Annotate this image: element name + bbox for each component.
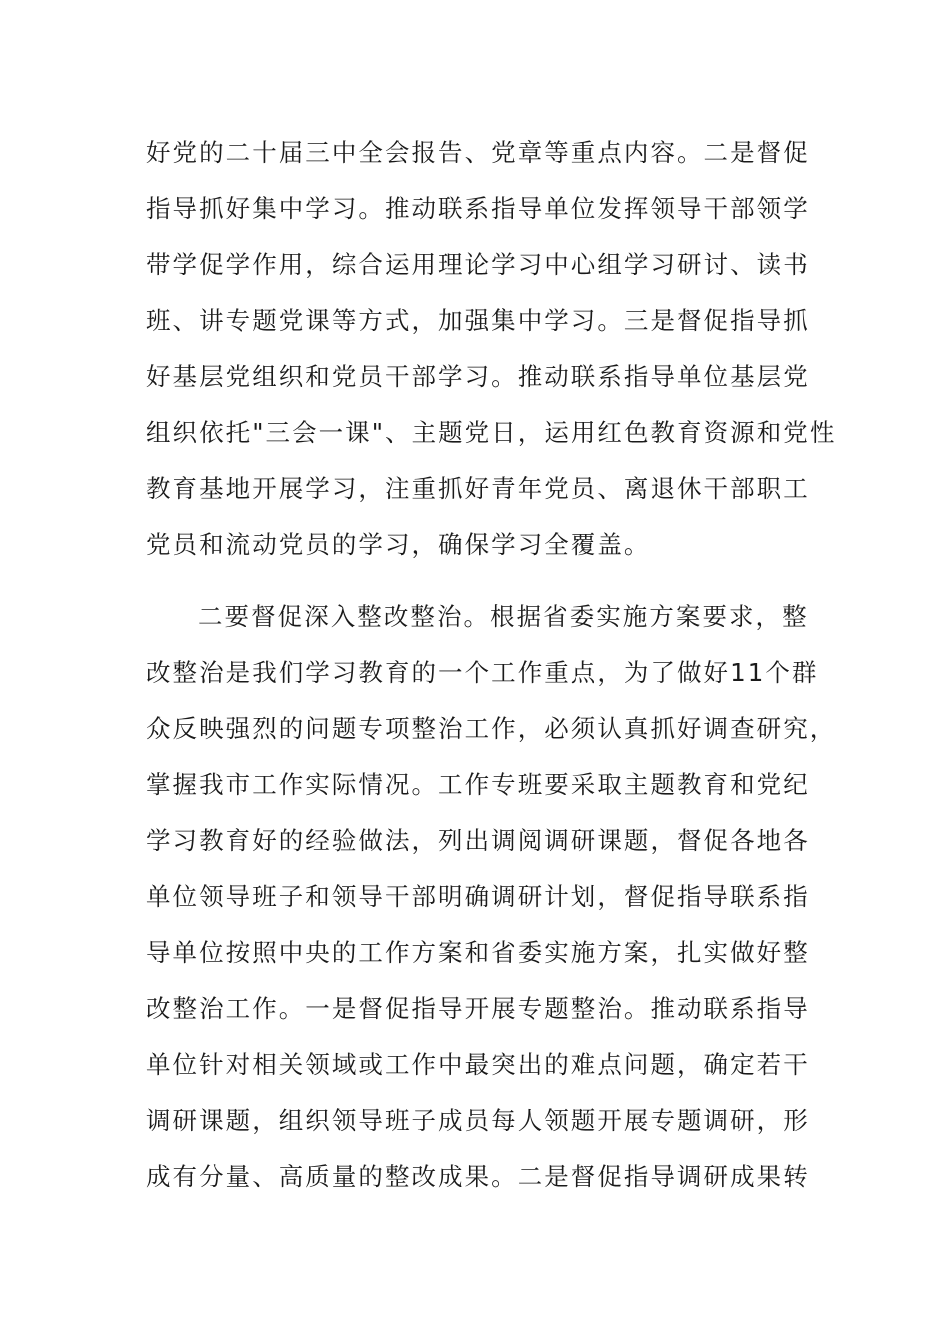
text-line: 教育基地开展学习，注重抓好青年党员、离退休干部职工 — [146, 474, 810, 503]
text-line: 众反映强烈的问题专项整治工作，必须认真抓好调查研究， — [146, 714, 837, 743]
text-line: 调研课题，组织领导班子成员每人领题开展专题调研，形 — [146, 1106, 810, 1135]
text-line: 班、讲专题党课等方式，加强集中学习。三是督促指导抓 — [146, 306, 810, 335]
text-line: 改整治工作。一是督促指导开展专题整治。推动联系指导 — [146, 994, 810, 1023]
text-line: 掌握我市工作实际情况。工作专班要采取主题教育和党纪 — [146, 770, 810, 799]
text-line: 指导抓好集中学习。推动联系指导单位发挥领导干部领学 — [146, 194, 810, 223]
text-line: 单位领导班子和领导干部明确调研计划，督促指导联系指 — [146, 882, 810, 911]
text-line: 成有分量、高质量的整改成果。二是督促指导调研成果转 — [146, 1162, 810, 1191]
text-line: 组织依托"三会一课"、主题党日，运用红色教育资源和党性 — [146, 418, 837, 447]
text-line: 单位针对相关领域或工作中最突出的难点问题，确定若干 — [146, 1050, 810, 1079]
text-line: 导单位按照中央的工作方案和省委实施方案，扎实做好整 — [146, 938, 810, 967]
text-line: 好基层党组织和党员干部学习。推动联系指导单位基层党 — [146, 362, 810, 391]
text-line: 好党的二十届三中全会报告、党章等重点内容。二是督促 — [146, 138, 810, 167]
text-line: 党员和流动党员的学习，确保学习全覆盖。 — [146, 530, 651, 559]
text-line: 学习教育好的经验做法，列出调阅调研课题，督促各地各 — [146, 826, 810, 855]
text-line: 二要督促深入整改整治。根据省委实施方案要求，整 — [198, 602, 809, 631]
text-line: 带学促学作用，综合运用理论学习中心组学习研讨、读书 — [146, 250, 810, 279]
text-line: 改整治是我们学习教育的一个工作重点，为了做好11个群 — [146, 658, 819, 687]
